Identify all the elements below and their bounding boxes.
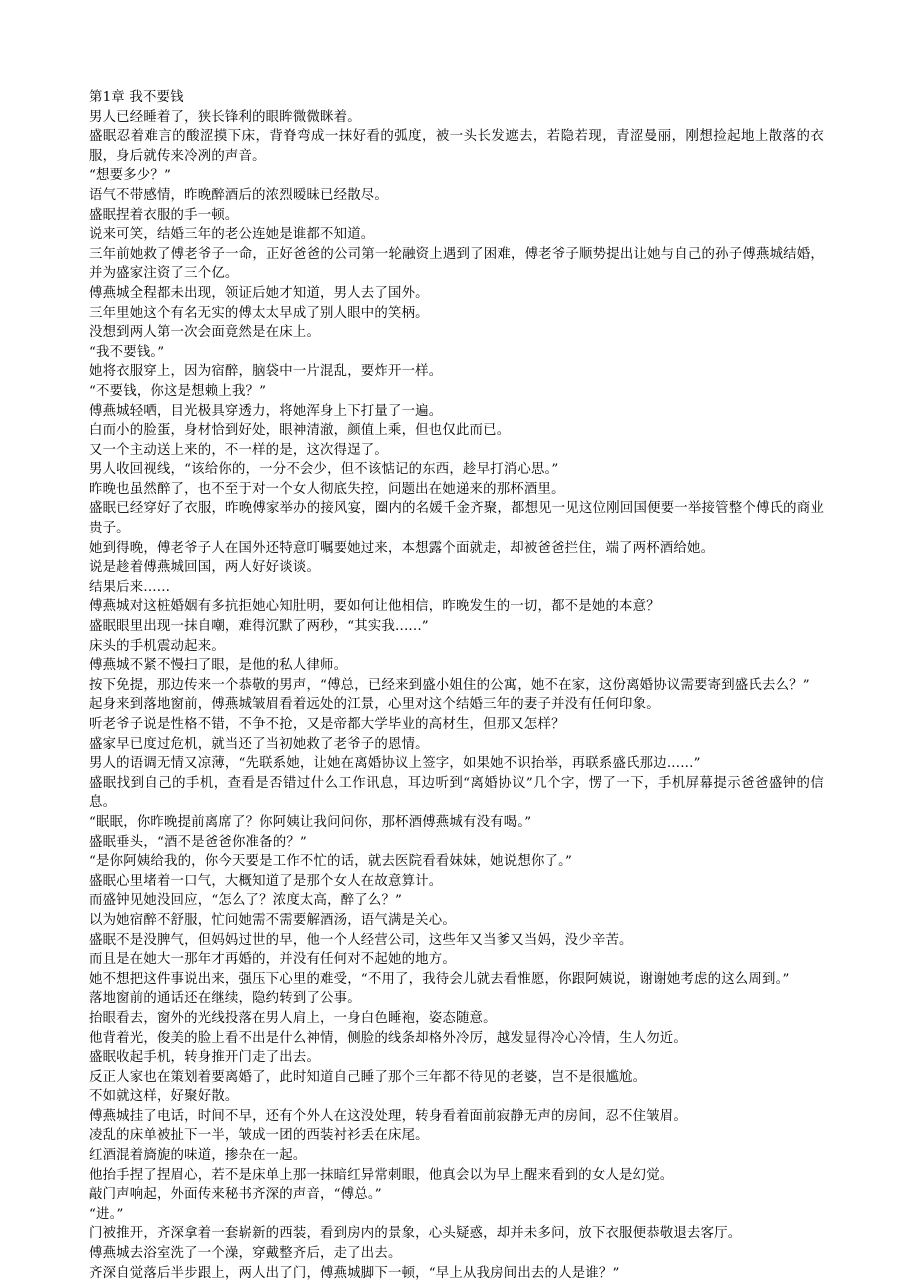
paragraph: 盛眠心里堵着一口气，大概知道了是那个女人在故意算计。 <box>89 873 443 889</box>
paragraph: 齐深自觉落后半步跟上，两人出了门，傅燕城脚下一顿，“早上从我房间出去的人是谁？” <box>89 1265 620 1281</box>
paragraph: 盛眠忍着难言的酸涩摸下床，背脊弯成一抹好看的弧度，被一头长发遮去，若隐若现，青涩曼丽，刚想捡起地上散落的衣服，身后就传来冷冽的声音。 <box>89 129 824 164</box>
paragraph: 抬眼看去，窗外的光线投落在男人肩上，一身白色睡袍，姿态随意。 <box>89 1010 497 1026</box>
paragraph: 她到得晚，傅老爷子人在国外还特意叮嘱要她过来，本想露个面就走，却被爸爸拦住，端了两杯酒给她。 <box>89 540 715 556</box>
paragraph: 没想到两人第一次会面竟然是在床上。 <box>89 325 321 341</box>
paragraph: 昨晚也虽然醉了，也不至于对一个女人彻底失控，问题出在她递来的那杯酒里。 <box>89 481 565 497</box>
paragraph: 盛眠垂头，“酒不是爸爸你准备的？” <box>89 834 307 850</box>
paragraph: 不如就这样，好聚好散。 <box>89 1089 239 1105</box>
paragraph: 而且是在她大一那年才再婚的，并没有任何对不起她的地方。 <box>89 952 456 968</box>
chapter-title: 第1章 我不要钱 <box>89 90 184 105</box>
paragraph: 反正人家也在策划着要离婚了，此时知道自己睡了那个三年都不待见的老婆，岂不是很尴尬。 <box>89 1069 647 1085</box>
paragraph: 门被推开，齐深拿着一套崭新的西装，看到房内的景象，心头疑惑，却并未多问，放下衣服便恭敬退去客厅。 <box>89 1226 742 1242</box>
paragraph: 傅燕城对这桩婚姻有多抗拒她心知肚明，要如何让他相信，昨晚发生的一切，都不是她的本意？ <box>89 599 660 615</box>
paragraph: 傅燕城轻哂，目光极具穿透力，将她浑身上下打量了一遍。 <box>89 403 443 419</box>
paragraph: “我不要钱。” <box>89 344 165 360</box>
paragraph: “进。” <box>89 1206 124 1222</box>
paragraph: 说是趁着傅燕城回国，两人好好谈谈。 <box>89 560 321 576</box>
paragraph: 傅燕城全程都未出现，领证后她才知道，男人去了国外。 <box>89 285 429 301</box>
paragraph: 她不想把这件事说出来，强压下心里的难受，“不用了，我待会儿就去看惟愿，你跟阿姨说，谢谢她考虑的这么周到。” <box>89 971 790 987</box>
paragraph: 结果后来...... <box>89 579 171 595</box>
chapter-body <box>89 108 824 1284</box>
document-page <box>89 88 824 1283</box>
paragraph: 盛眠不是没脾气，但妈妈过世的早，他一个人经营公司，这些年又当爹又当妈，没少辛苦。 <box>89 932 633 948</box>
paragraph: 又一个主动送上来的，不一样的是，这次得逞了。 <box>89 442 388 458</box>
paragraph: “想要多少？” <box>89 168 172 184</box>
paragraph: 男人收回视线，“该给你的，一分不会少，但不该惦记的东西，趁早打消心思。” <box>89 462 559 478</box>
paragraph: 而盛钟见她没回应，“怎么了？浓度太高，醉了么？” <box>89 893 403 909</box>
paragraph: 听老爷子说是性格不错，不争不抢，又是帝都大学毕业的高材生，但那又怎样？ <box>89 717 565 732</box>
paragraph: 三年里她这个有名无实的傅太太早成了别人眼中的笑柄。 <box>89 305 429 321</box>
paragraph: “不要钱，你这是想赖上我？” <box>89 383 267 399</box>
paragraph: 男人已经睡着了，狭长锋利的眼眸微微眯着。 <box>89 109 361 125</box>
paragraph: 傅燕城不紧不慢扫了眼，是他的私人律师。 <box>89 658 348 674</box>
paragraph: 以为她宿醉不舒服，忙问她需不需要解酒汤，语气满是关心。 <box>89 912 456 928</box>
paragraph: 起身来到落地窗前，傅燕城皱眉看着远处的江景，心里对这个结婚三年的妻子并没有任何印象。 <box>89 697 660 713</box>
paragraph: 语气不带感情，昨晚醉酒后的浓烈暧昧已经散尽。 <box>89 187 388 203</box>
paragraph: 按下免提，那边传来一个恭敬的男声，“傅总，已经来到盛小姐住的公寓，她不在家，这份离婚协议需要寄到盛氏去么？” <box>89 677 810 693</box>
paragraph: 盛家早已度过危机，就当还了当初她救了老爷子的恩情。 <box>89 736 429 752</box>
paragraph: 他背着光，俊美的脸上看不出是什么神情，侧脸的线条却格外冷厉，越发显得冷心冷情，生人勿近。 <box>89 1030 687 1046</box>
paragraph: 落地窗前的通话还在继续，隐约转到了公事。 <box>89 991 361 1007</box>
paragraph: 盛眠捏着衣服的手一顿。 <box>89 207 239 223</box>
paragraph: 盛眠找到自己的手机，查看是否错过什么工作讯息，耳边听到“离婚协议”几个字，愣了一下，手机屏幕提示爸爸盛钟的信息。 <box>89 775 824 811</box>
paragraph: “是你阿姨给我的，你今天要是工作不忙的话，就去医院看看妹妹，她说想你了。” <box>89 854 573 870</box>
paragraph: 白而小的脸蛋，身材恰到好处，眼神清澈，颜值上乘，但也仅此而已。 <box>89 423 511 439</box>
paragraph: “眠眠，你昨晚提前离席了？你阿姨让我问问你，那杯酒傅燕城有没有喝。” <box>89 814 532 830</box>
paragraph: 他抬手捏了捏眉心，若不是床单上那一抹暗红异常刺眼，他真会以为早上醒来看到的女人是幻觉。 <box>89 1167 674 1183</box>
paragraph: 床头的手机震动起来。 <box>89 638 225 654</box>
paragraph: 傅燕城挂了电话，时间不早，还有个外人在这没处理，转身看着面前寂静无声的房间，忍不住皱眉。 <box>89 1108 687 1124</box>
paragraph: 盛眠眼里出现一抹自嘲，难得沉默了两秒，“其实我......” <box>89 619 429 635</box>
paragraph: 男人的语调无情又凉薄，“先联系她，让她在离婚协议上签字，如果她不识抬举，再联系盛氏那边......” <box>89 756 701 772</box>
paragraph: 她将衣服穿上，因为宿醉，脑袋中一片混乱，要炸开一样。 <box>89 364 443 380</box>
paragraph: 敲门声响起，外面传来秘书齐深的声音，“傅总。” <box>89 1187 382 1203</box>
paragraph: 盛眠已经穿好了衣服，昨晚傅家举办的接风宴，圈内的名媛千金齐聚，都想见一见这位刚回国便要一举接管整个傅氏的商业贵子。 <box>89 501 824 537</box>
paragraph: 红酒混着旖旎的味道，掺杂在一起。 <box>89 1148 307 1164</box>
paragraph: 三年前她救了傅老爷子一命，正好爸爸的公司第一轮融资上遇到了困难，傅老爷子顺势提出让她与自己的孙子傅燕城结婚，并为盛家注资了三个亿。 <box>89 246 824 282</box>
paragraph: 盛眠收起手机，转身推开门走了出去。 <box>89 1050 321 1066</box>
paragraph: 傅燕城去浴室洗了一个澡，穿戴整齐后，走了出去。 <box>89 1246 402 1262</box>
paragraph: 说来可笑，结婚三年的老公连她是谁都不知道。 <box>89 227 375 243</box>
paragraph: 凌乱的床单被扯下一半，皱成一团的西装衬衫丢在床尾。 <box>89 1128 429 1144</box>
